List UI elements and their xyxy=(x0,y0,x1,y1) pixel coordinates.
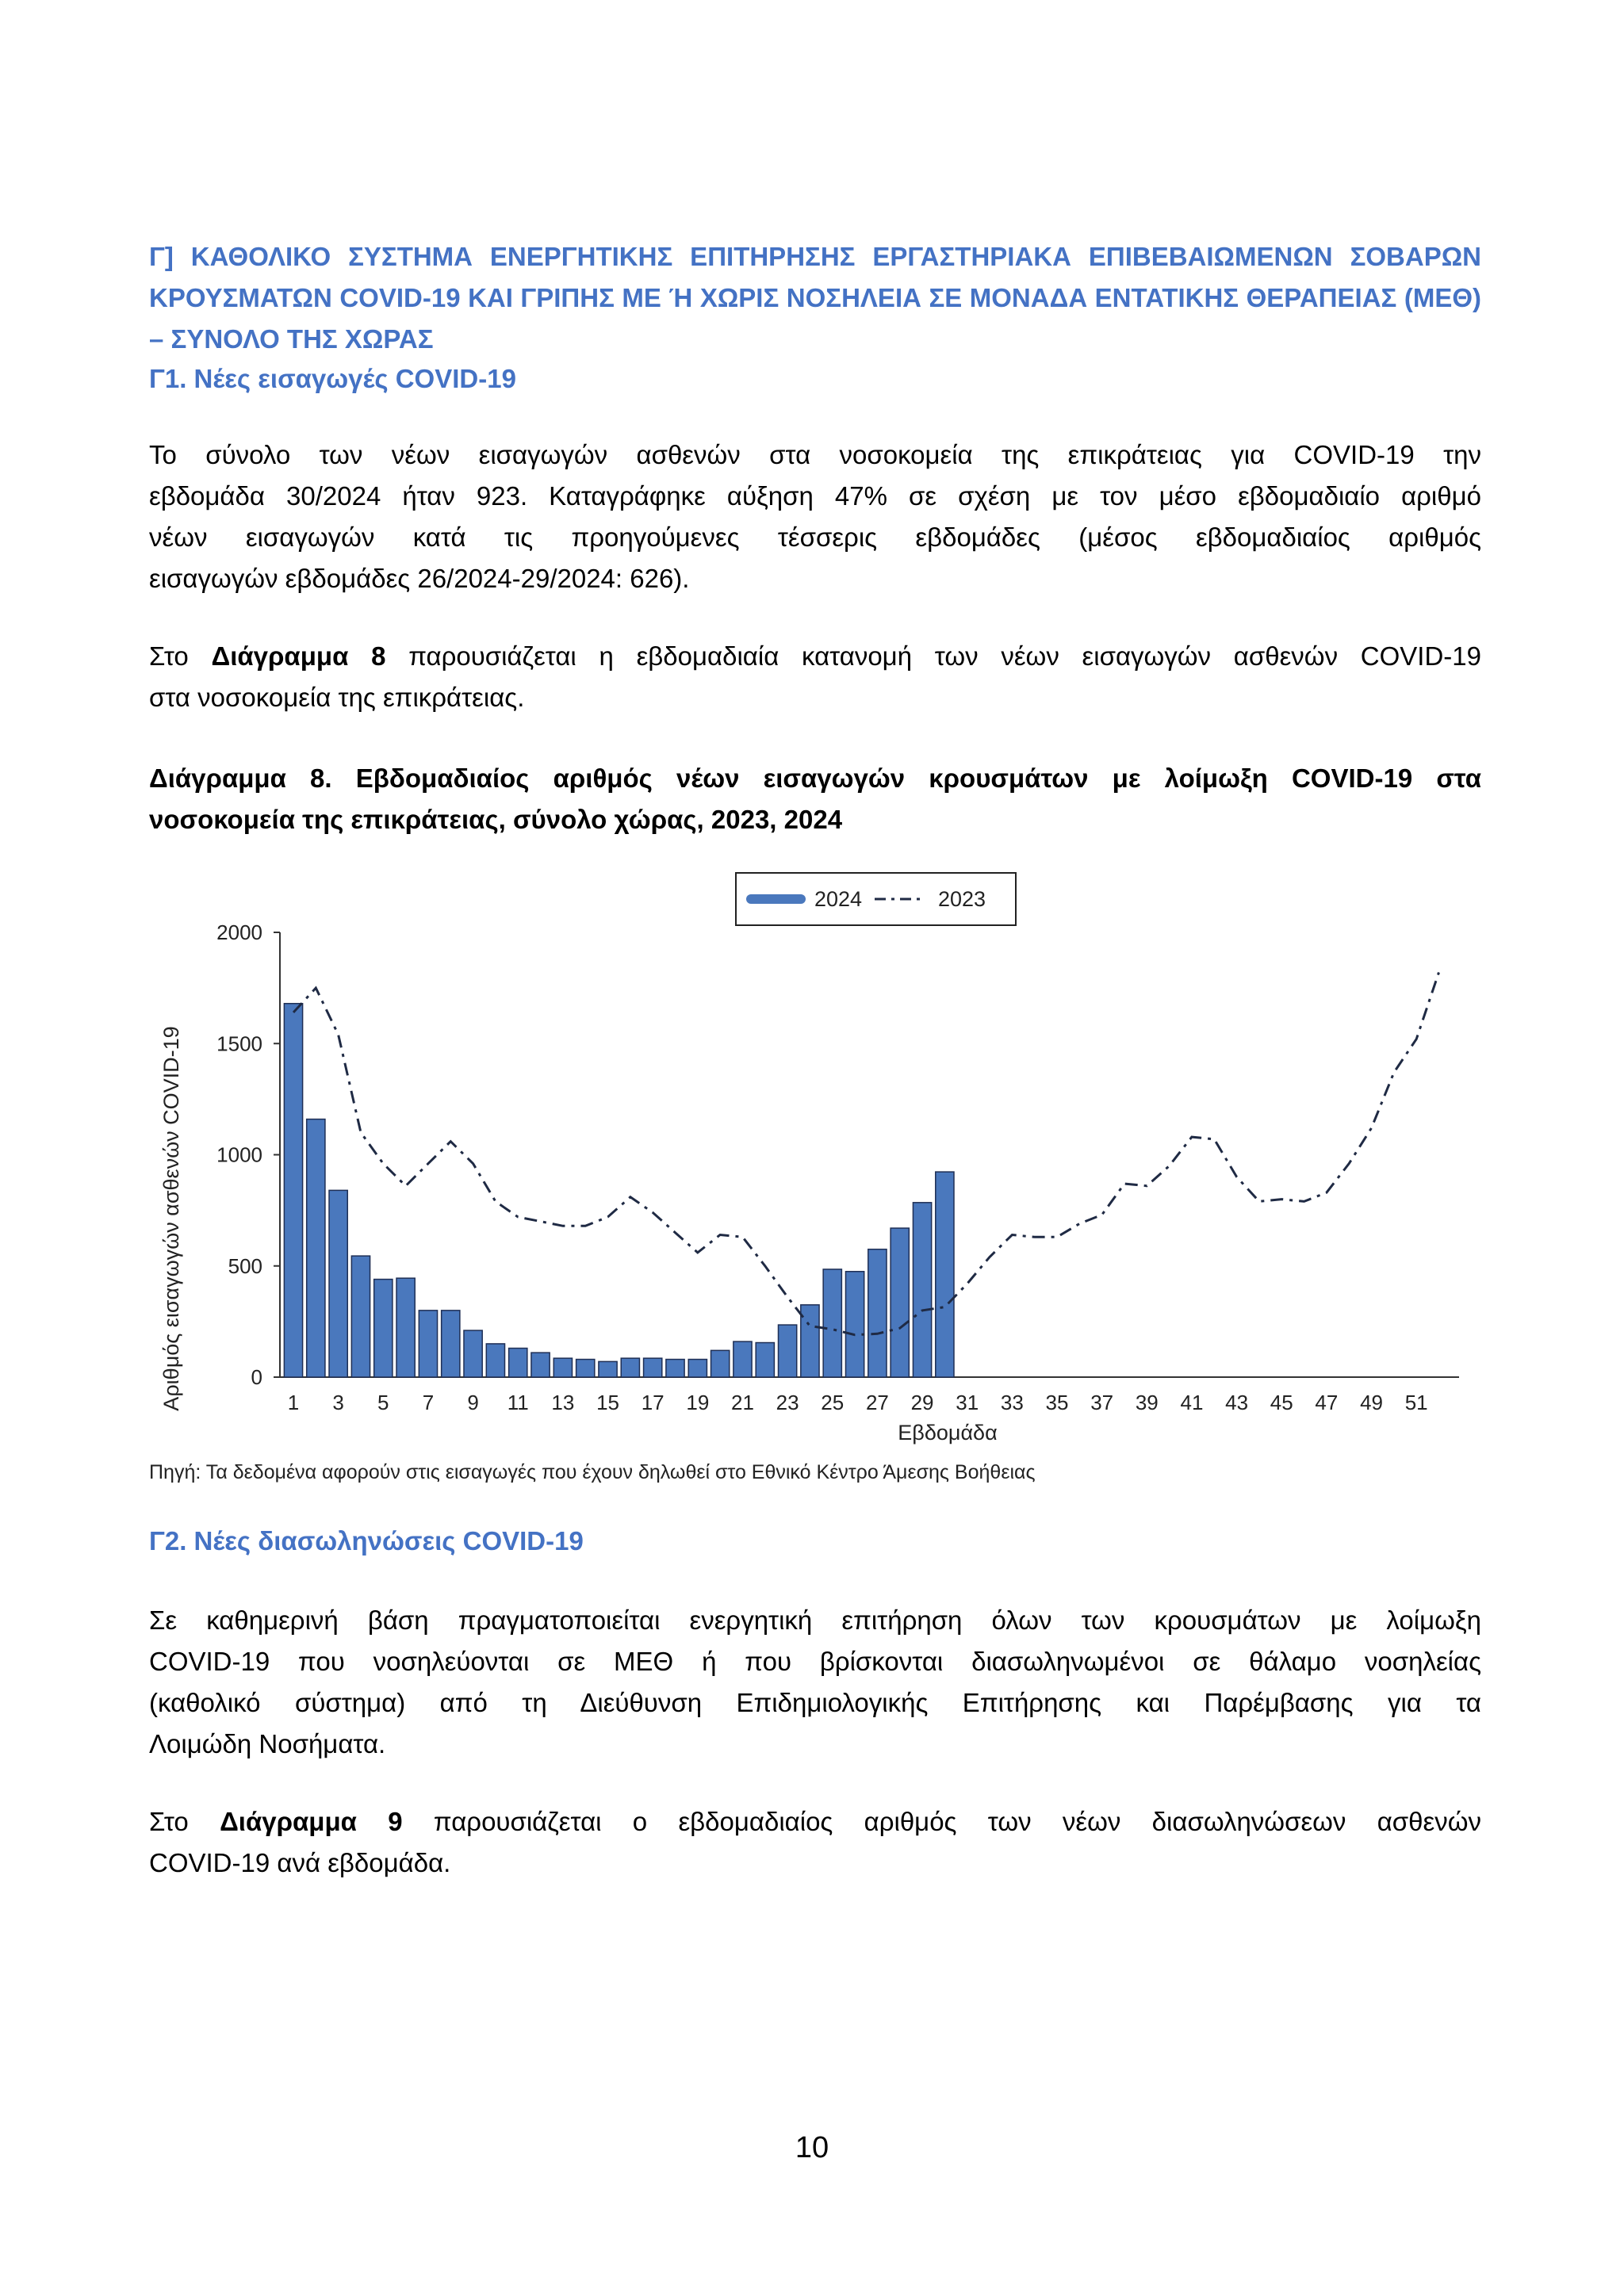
paragraph-chart-intro xyxy=(149,636,1481,718)
x-tick-label: 49 xyxy=(1360,1391,1383,1414)
admissions-chart xyxy=(155,864,1487,1451)
paragraph-admissions-summary xyxy=(149,434,1481,599)
subsection-heading-g1: Γ1. Νέες εισαγωγές COVID-19 xyxy=(149,364,516,393)
bar xyxy=(779,1325,797,1377)
x-tick-label: 27 xyxy=(865,1391,889,1414)
paragraph-line: Λοιμώδη Νοσήματα. xyxy=(149,1729,386,1758)
legend-label-2024: 2024 xyxy=(814,887,863,911)
subsection-heading-g2: Γ2. Νέες διασωληνώσεις COVID-19 xyxy=(149,1526,584,1556)
x-axis-label: Εβδομάδα xyxy=(898,1421,998,1445)
x-tick-label: 37 xyxy=(1090,1391,1114,1414)
x-tick-label: 45 xyxy=(1270,1391,1293,1414)
bar xyxy=(891,1228,909,1377)
x-tick-label: 15 xyxy=(596,1391,619,1414)
bar xyxy=(936,1172,954,1377)
paragraph-line xyxy=(149,636,1481,677)
bar xyxy=(621,1358,639,1377)
bar xyxy=(396,1278,415,1377)
figure-reference: Διάγραμμα 8 xyxy=(211,641,386,671)
bar xyxy=(284,1004,302,1377)
bar xyxy=(711,1350,730,1377)
x-tick-label: 17 xyxy=(641,1391,665,1414)
paragraph-line: COVID-19 ανά εβδομάδα. xyxy=(149,1848,451,1877)
x-tick-label: 11 xyxy=(507,1391,529,1414)
bar xyxy=(599,1361,617,1377)
paragraph-line xyxy=(149,1801,1481,1843)
legend-label-2023: 2023 xyxy=(938,887,986,911)
bar xyxy=(509,1349,527,1377)
bar xyxy=(644,1358,662,1377)
bar xyxy=(374,1280,393,1377)
bar xyxy=(913,1203,931,1377)
x-tick-label: 21 xyxy=(731,1391,754,1414)
source-note: Πηγή: Τα δεδομένα αφορούν στις εισαγωγές που έχουν δηλωθεί στο Εθνικό Κέντρο Άμεσης Βοήθειας xyxy=(149,1461,1036,1483)
bar xyxy=(531,1353,550,1377)
bar xyxy=(553,1358,572,1377)
text-prefix: Στο xyxy=(149,1807,220,1836)
x-tick-label: 47 xyxy=(1315,1391,1339,1414)
x-tick-label: 7 xyxy=(422,1391,435,1414)
y-tick-label: 1500 xyxy=(216,1031,262,1056)
y-tick-label: 1000 xyxy=(216,1142,262,1167)
paragraph-line: Σε καθημερινή βάση πραγματοποιείται ενεργητική επιτήρηση όλων των κρουσμάτων με λοίμωξη xyxy=(149,1605,1481,1635)
figure-caption xyxy=(149,758,1481,840)
text-rest: παρουσιάζεται η εβδομαδιαία κατανομή των νέων εισαγωγών ασθενών COVID-19 xyxy=(385,641,1482,671)
y-tick-label: 500 xyxy=(228,1253,262,1278)
x-tick-label: 1 xyxy=(287,1391,300,1414)
x-tick-label: 41 xyxy=(1180,1391,1204,1414)
text-rest: παρουσιάζεται ο εβδομαδιαίος αριθμός των νέων διασωληνώσεων ασθενών xyxy=(402,1807,1482,1836)
x-tick-label: 3 xyxy=(332,1391,344,1414)
bar xyxy=(442,1311,460,1377)
line-2023 xyxy=(293,973,1439,1335)
x-tick-label: 13 xyxy=(551,1391,575,1414)
paragraph-line: εβδομάδα 30/2024 ήταν 923. Καταγράφηκε αύξηση 47% σε σχέση με τον μέσο εβδομαδιαίο αριθμό xyxy=(149,481,1481,511)
paragraph-line: νέων εισαγωγών κατά τις προηγούμενες τέσσερις εβδομάδες (μέσος εβδομαδιαίος αριθμός xyxy=(149,522,1481,552)
bar xyxy=(688,1360,707,1377)
x-tick-label: 19 xyxy=(686,1391,710,1414)
line-series-2023 xyxy=(293,973,1439,1335)
x-tick-label: 9 xyxy=(467,1391,479,1414)
bar-series-2024 xyxy=(284,1004,954,1377)
paragraph-intubation-surveillance xyxy=(149,1600,1481,1765)
bar xyxy=(666,1360,684,1377)
x-tick-label: 33 xyxy=(1000,1391,1024,1414)
paragraph-chart9-intro xyxy=(149,1801,1481,1884)
bar xyxy=(868,1249,887,1377)
x-tick-label: 31 xyxy=(956,1391,979,1414)
x-tick-label: 35 xyxy=(1045,1391,1069,1414)
bar xyxy=(351,1256,370,1377)
chart-legend xyxy=(736,873,1016,925)
x-tick-label: 5 xyxy=(377,1391,389,1414)
y-tick-label: 2000 xyxy=(216,920,262,944)
bar xyxy=(329,1190,347,1377)
bar xyxy=(801,1305,819,1377)
x-tick-label: 29 xyxy=(910,1391,934,1414)
x-tick-label: 23 xyxy=(776,1391,799,1414)
bar xyxy=(823,1269,841,1377)
bar xyxy=(464,1330,482,1377)
bar xyxy=(576,1360,595,1377)
page-number: 10 xyxy=(795,2131,829,2164)
section-title: Γ] ΚΑΘΟΛΙΚΟ ΣΥΣΤΗΜΑ ΕΝΕΡΓΗΤΙΚΗΣ ΕΠΙΤΗΡΗΣΗΣ ΕΡΓΑΣΤΗΡΙΑΚΑ ΕΠΙΒΕΒΑΙΩΜΕΝΩΝ ΣΟΒΑΡΩΝ ΚΡΟΥΣΜΑΤΩΝ COVID-19 ΚΑΙ ΓΡΙΠΗΣ ΜΕ Ή ΧΩΡΙΣ ΝΟΣΗΛΕΙΑ ΣΕ ΜΟΝΑΔΑ ΕΝΤΑΤΙΚΗΣ ΘΕΡΑΠΕΙΑΣ (ΜΕΘ) – ΣΥΝΟΛΟ ΤΗΣ ΧΩΡΑΣ xyxy=(149,242,1481,354)
bar xyxy=(307,1119,325,1377)
bar xyxy=(845,1272,864,1377)
text-prefix: Στο xyxy=(149,641,212,671)
paragraph-line: COVID-19 που νοσηλεύονται σε ΜΕΘ ή που βρίσκονται διασωληνωμένοι σε θάλαμο νοσηλείας xyxy=(149,1647,1481,1676)
caption-line: νοσοκομεία της επικράτειας, σύνολο χώρας, 2023, 2024 xyxy=(149,805,843,834)
y-axis-label: Αριθμός εισαγωγών ασθενών COVID-19 xyxy=(159,1026,183,1411)
y-tick-label: 0 xyxy=(251,1365,262,1389)
paragraph-line: Το σύνολο των νέων εισαγωγών ασθενών στα νοσοκομεία της επικράτειας για COVID-19 την xyxy=(149,440,1481,469)
caption-line: Διάγραμμα 8. Εβδομαδιαίος αριθμός νέων εισαγωγών κρουσμάτων με λοίμωξη COVID-19 στα xyxy=(149,763,1481,793)
x-tick-label: 51 xyxy=(1404,1391,1428,1414)
figure-reference: Διάγραμμα 9 xyxy=(220,1807,403,1836)
bar xyxy=(486,1344,504,1377)
x-tick-label: 25 xyxy=(821,1391,845,1414)
bar xyxy=(419,1311,437,1377)
paragraph-line: στα νοσοκομεία της επικράτειας. xyxy=(149,683,525,712)
x-tick-label: 43 xyxy=(1225,1391,1249,1414)
bar xyxy=(756,1343,774,1377)
x-tick-label: 39 xyxy=(1135,1391,1159,1414)
bar xyxy=(733,1341,752,1377)
paragraph-line: εισαγωγών εβδομάδες 26/2024-29/2024: 626). xyxy=(149,564,690,593)
paragraph-line: (καθολικό σύστημα) από τη Διεύθυνση Επιδημιολογικής Επιτήρησης και Παρέμβασης για τα xyxy=(149,1688,1481,1717)
